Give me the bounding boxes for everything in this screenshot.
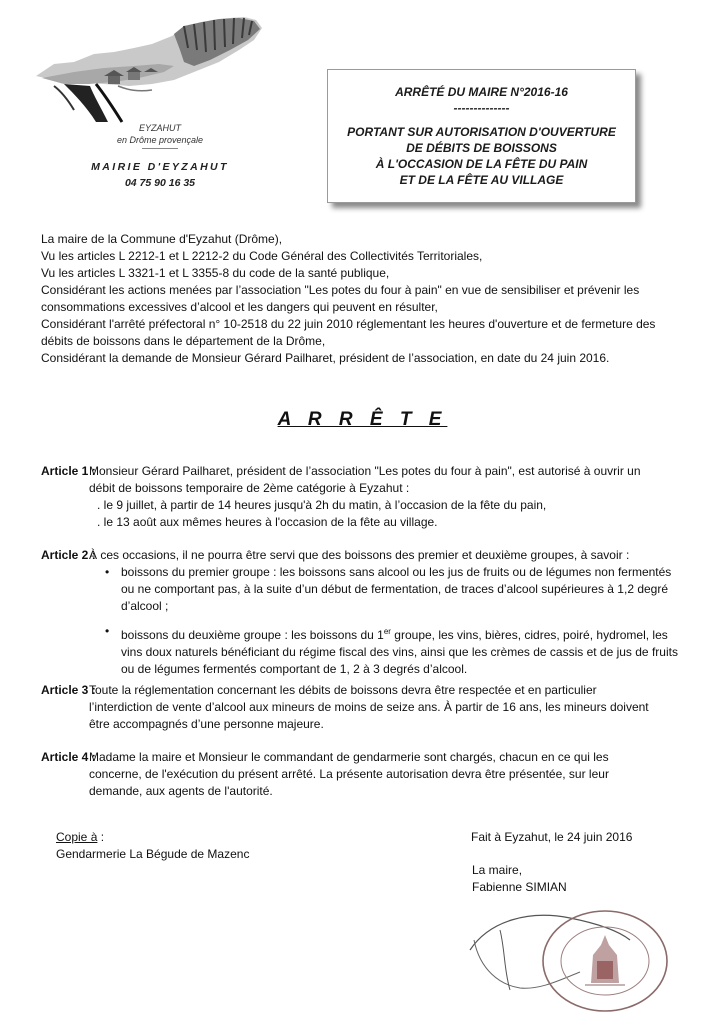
article-body: [89, 463, 699, 531]
article-line: l’interdiction de vente d’alcool aux mineurs de moins de seize ans. À partir de 16 ans, les mineurs doivent: [89, 700, 649, 714]
signatory-role: La maire,: [472, 863, 523, 877]
copy-recipient: Gendarmerie La Bégude de Mazenc: [56, 847, 250, 861]
decree-title-box: [327, 69, 636, 203]
bullet-line: d’alcool ;: [121, 599, 169, 613]
preamble-line: Considérant les actions menées par l’association "Les potes du four à pain" en vue de sensibiliser et prévenir les: [41, 283, 640, 297]
village-caption: [60, 122, 260, 149]
copy-recipients: [56, 829, 249, 863]
article-line: À ces occasions, il ne pourra être servi que des boissons des premier et deuxième groupes, à savoir :: [89, 548, 630, 562]
bullet-line: ou de légumes fermentés comportant de 1, 2 à 3 degrés d’alcool.: [121, 662, 468, 676]
preamble-line: consommations excessives d’alcool et les dangers qui peuvent en résulter,: [41, 300, 438, 314]
place-and-date: Fait à Eyzahut, le 24 juin 2016: [471, 830, 633, 844]
preamble-line: débits de boissons dans le département de la Drôme,: [41, 334, 326, 348]
bullet-group-2: [89, 623, 699, 678]
article-line: Madame la maire et Monsieur le commandant de gendarmerie sont chargés, chacun en ce qui les: [89, 750, 609, 764]
article-label: Article 1 :: [41, 464, 96, 478]
date-item: . le 9 juillet, à partir de 14 heures jusqu'à 2h du matin, à l’occasion de la fête du pain,: [97, 498, 547, 512]
article-line: Monsieur Gérard Pailharet, président de l’association "Les potes du four à pain", est autorisé à ouvrir un: [89, 464, 641, 478]
bullet-line: ou ne comportant pas, à la suite d’un début de fermentation, de traces d’alcool supérieures à 1,2 degré: [121, 582, 669, 596]
article-label: Article 2 :: [41, 548, 96, 562]
copy-label: Copie à :: [56, 830, 105, 844]
article-label: Article 3 :: [41, 683, 96, 697]
arrete-heading: A R R Ê T E: [277, 409, 448, 430]
preamble-line: La maire de la Commune d'Eyzahut (Drôme),: [41, 232, 283, 246]
preamble-line: Vu les articles L 3321-1 et L 3355-8 du code de la santé publique,: [41, 266, 390, 280]
village-name: EYZAHUT: [138, 123, 181, 133]
decree-subject-line: PORTANT SUR AUTORISATION D'OUVERTURE: [347, 125, 616, 139]
article-body: [89, 682, 699, 733]
article-line: débit de boissons temporaire de 2ème catégorie à Eyzahut :: [89, 481, 410, 495]
article-body: [89, 749, 699, 800]
preamble-line: Considérant la demande de Monsieur Gérard Pailharet, président de l’association, en date du 24 juin 2016.: [41, 351, 610, 365]
article-line: être accompagnés d’une personne majeure.: [89, 717, 324, 731]
article-line: demande, aux agents de l'autorité.: [89, 784, 273, 798]
article-body: [89, 547, 699, 678]
mairie-phone: 04 75 90 16 35: [124, 177, 196, 189]
decree-subject-line: ET DE LA FÊTE AU VILLAGE: [399, 173, 564, 187]
decree-number: ARRÊTÉ DU MAIRE N°2016-16: [395, 85, 568, 99]
decree-subject-line: À L'OCCASION DE LA FÊTE DU PAIN: [375, 157, 588, 171]
bullet-line: boissons du premier groupe : les boissons sans alcool ou les jus de fruits ou de légumes non fermentés: [121, 565, 672, 579]
caption-divider: [142, 148, 178, 149]
date-item: . le 13 août aux mêmes heures à l'occasion de la fête au village.: [97, 515, 438, 529]
article-label: Article 4 :: [41, 750, 96, 764]
mairie-name: MAIRIE D'EYZAHUT: [91, 161, 229, 173]
bullet-group-1: [89, 564, 699, 615]
mairie-stamp: [535, 905, 675, 1017]
bullet-icon: •: [105, 565, 110, 579]
bullet-line: vins doux naturels bénéficiant du régime fiscal des vins, ainsi que les crèmes de cassis et de jus de fruits: [121, 645, 678, 659]
preamble-line: Considérant l'arrêté préfectoral n° 10-2518 du 22 juin 2010 réglementant les heures d'ouverture et de fermeture des: [41, 317, 656, 331]
article-line: concerne, de l'exécution du présent arrêté. La présente autorisation devra être présentée, sur leur: [89, 767, 609, 781]
signatory-name: Fabienne SIMIAN: [472, 880, 567, 894]
village-logo: [34, 14, 266, 126]
preamble-line: Vu les articles L 2212-1 et L 2212-2 du Code Général des Collectivités Territoriales,: [41, 249, 483, 263]
article-line: Toute la réglementation concernant les débits de boissons devra être respectée et en particulier: [89, 683, 597, 697]
bullet-line: boissons du deuxième groupe : les boissons du 1er groupe, les vins, bières, cidres, poiré, hydromel, les: [121, 627, 668, 642]
village-region: en Drôme provençale: [116, 135, 204, 145]
decree-subject-line: DE DÉBITS DE BOISSONS: [406, 141, 557, 155]
title-separator: --------------: [453, 101, 510, 115]
bullet-icon: •: [105, 624, 110, 638]
preamble: [41, 231, 691, 367]
